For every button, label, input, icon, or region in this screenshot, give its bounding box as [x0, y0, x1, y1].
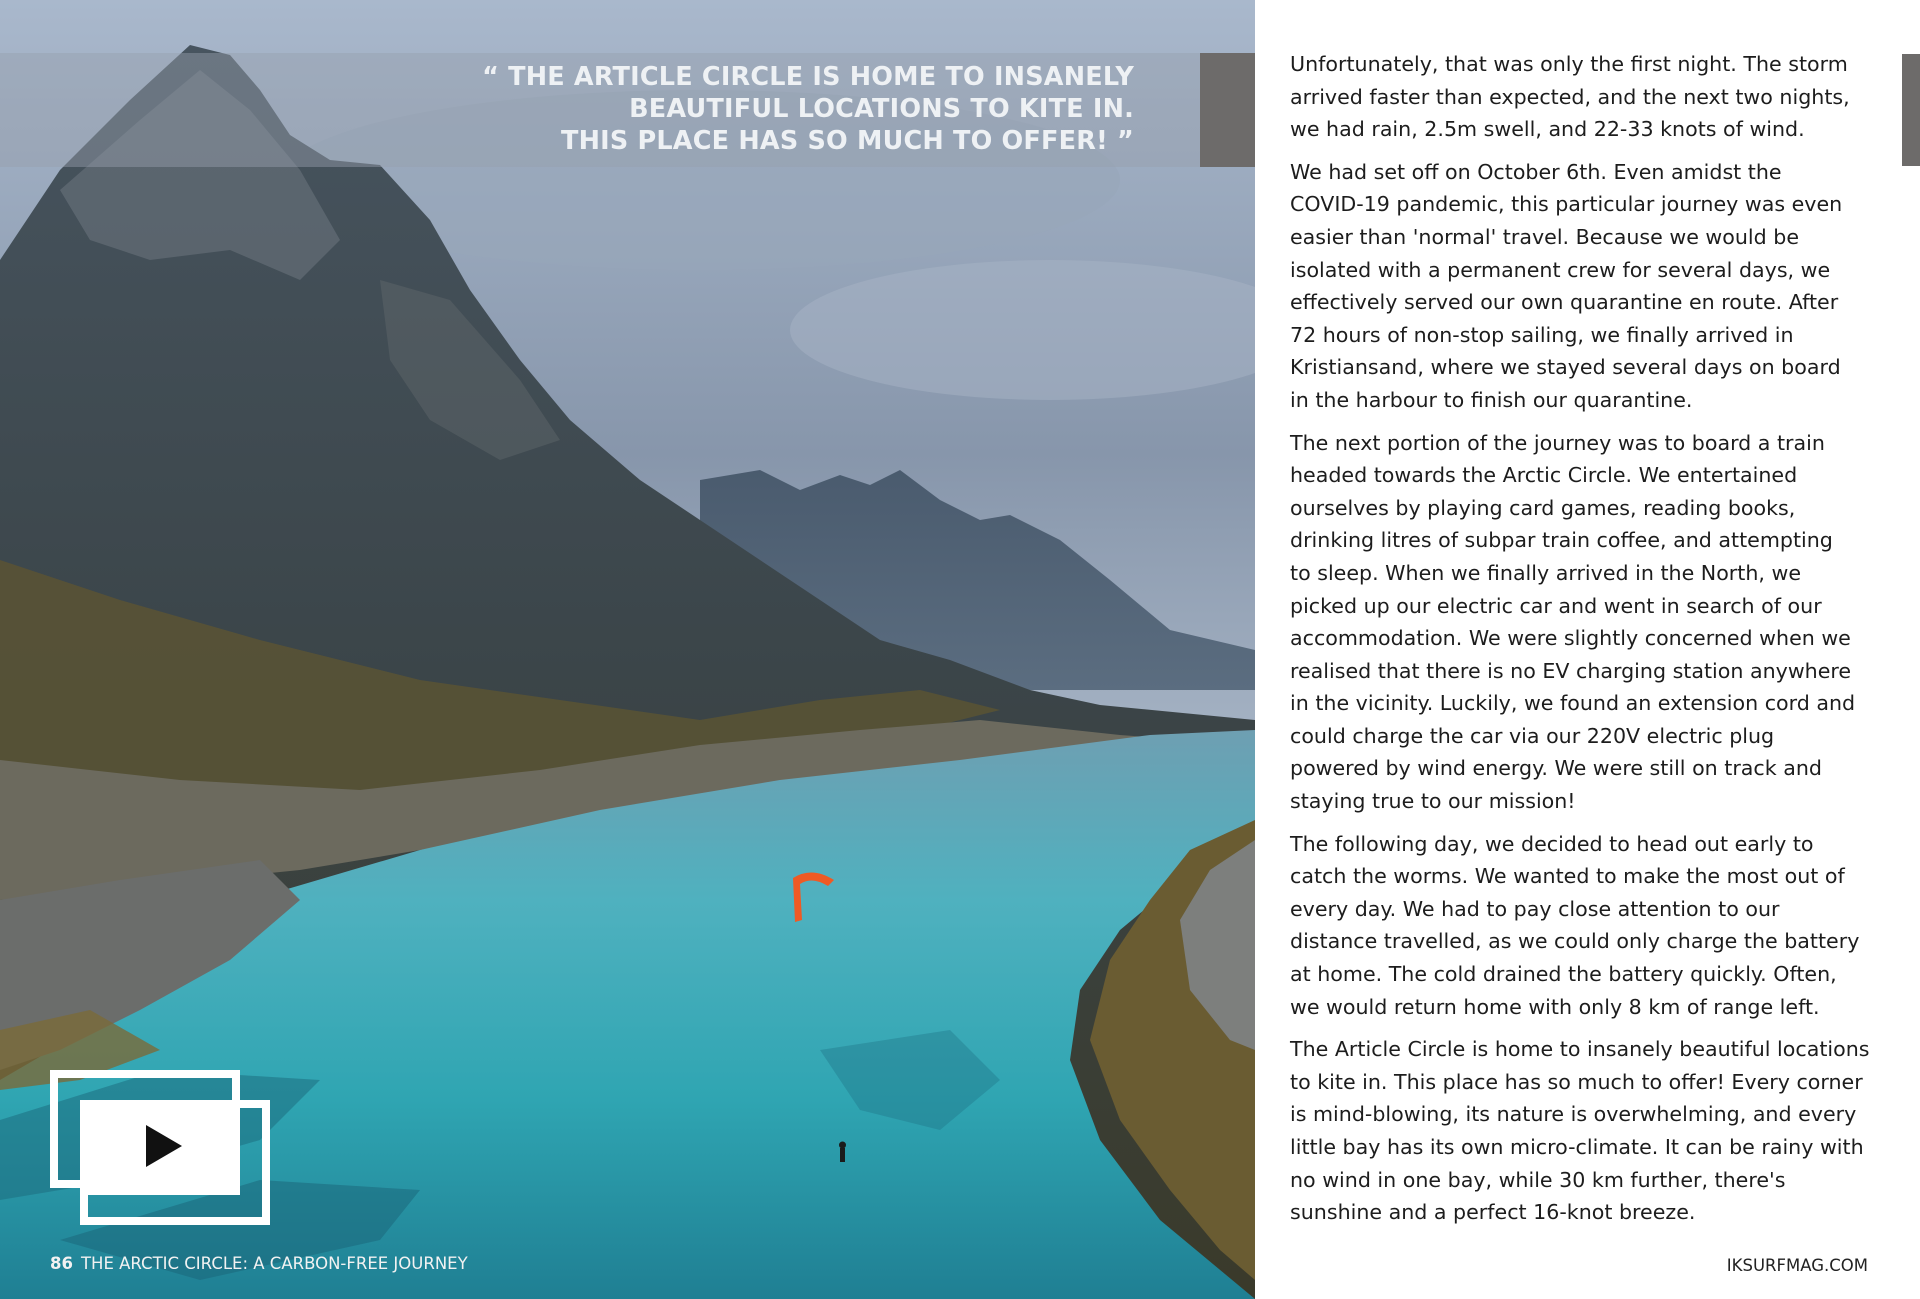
text-line: isolated with a permanent crew for several days, we [1290, 257, 1831, 282]
text-line: headed towards the Arctic Circle. We entertained [1290, 463, 1798, 488]
text-line: staying true to our mission! [1290, 789, 1576, 814]
text-line: picked up our electric car and went in search of our [1290, 593, 1822, 618]
text-line: COVID-19 pandemic, this particular journey was even [1290, 192, 1843, 217]
text-line: sunshine and a perfect 16-knot breeze. [1290, 1200, 1696, 1225]
paragraph [1290, 828, 1876, 1024]
text-line: is mind-blowing, its nature is overwhelming, and every [1290, 1102, 1857, 1127]
text-line: could charge the car via our 220V electric plug [1290, 723, 1775, 748]
text-line: no wind in one bay, while 30 km further, there's [1290, 1167, 1786, 1192]
article-body [1290, 48, 1876, 1239]
text-line: We had set off on October 6th. Even amidst the [1290, 159, 1782, 184]
site-url[interactable]: IKSURFMAG.COM [1726, 1256, 1868, 1275]
text-line: The Article Circle is home to insanely beautiful locations [1290, 1037, 1870, 1062]
text-line: The next portion of the journey was to board a train [1290, 430, 1825, 455]
text-line: realised that there is no EV charging station anywhere [1290, 658, 1852, 683]
pull-quote-band [0, 53, 1222, 167]
text-line: Unfortunately, that was only the first night. The storm [1290, 52, 1848, 76]
text-line: ourselves by playing card games, reading books, [1290, 495, 1796, 520]
page-footer-left [50, 1254, 468, 1273]
text-line: every day. We had to pay close attention to our [1290, 896, 1780, 921]
section-title: THE ARCTIC CIRCLE: A CARBON-FREE JOURNEY [80, 1254, 468, 1273]
text-line: at home. The cold drained the battery quickly. Often, [1290, 962, 1837, 987]
text-line: to kite in. This place has so much to offer! Every corner [1290, 1069, 1863, 1094]
text-line: in the vicinity. Luckily, we found an extension cord and [1290, 691, 1856, 716]
quote-accent-bar [1200, 53, 1255, 167]
pull-quote-line: “ THE ARTICLE CIRCLE IS HOME TO INSANELY [482, 62, 1134, 92]
text-line: drinking litres of subpar train coffee, and attempting [1290, 528, 1833, 553]
play-icon [146, 1125, 182, 1167]
text-line: to sleep. When we finally arrived in the North, we [1290, 560, 1801, 585]
pull-quote-line: BEAUTIFUL LOCATIONS TO KITE IN. [629, 94, 1134, 124]
text-line: The following day, we decided to head out early to [1290, 831, 1814, 856]
text-line: Kristiansand, where we stayed several days on board [1290, 355, 1841, 380]
text-line: 72 hours of non-stop sailing, we finally arrived in [1290, 322, 1794, 347]
text-line: little bay has its own micro-climate. It can be rainy with [1290, 1135, 1864, 1159]
text-line: catch the worms. We wanted to make the most out of [1290, 864, 1845, 889]
text-line: accommodation. We were slightly concerned when we [1290, 626, 1851, 651]
text-line: effectively served our own quarantine en route. After [1290, 290, 1839, 315]
text-line: arrived faster than expected, and the next two nights, [1290, 84, 1850, 109]
text-line: we would return home with only 8 km of range left. [1290, 994, 1820, 1019]
text-line: we had rain, 2.5m swell, and 22-33 knots of wind. [1290, 117, 1805, 142]
page-edge-tab[interactable] [1902, 54, 1920, 166]
paragraph [1290, 427, 1876, 818]
paragraph [1290, 156, 1876, 417]
paragraph [1290, 48, 1876, 146]
page-number: 86 [50, 1254, 73, 1273]
text-line: powered by wind energy. We were still on track and [1290, 756, 1822, 781]
play-video-button[interactable] [50, 1070, 270, 1225]
pull-quote [134, 61, 1134, 157]
text-line: in the harbour to finish our quarantine. [1290, 387, 1693, 412]
paragraph [1290, 1033, 1876, 1229]
text-line: easier than 'normal' travel. Because we would be [1290, 224, 1800, 249]
text-line: distance travelled, as we could only charge the battery [1290, 929, 1860, 954]
pull-quote-line: THIS PLACE HAS SO MUCH TO OFFER! ” [561, 126, 1134, 156]
